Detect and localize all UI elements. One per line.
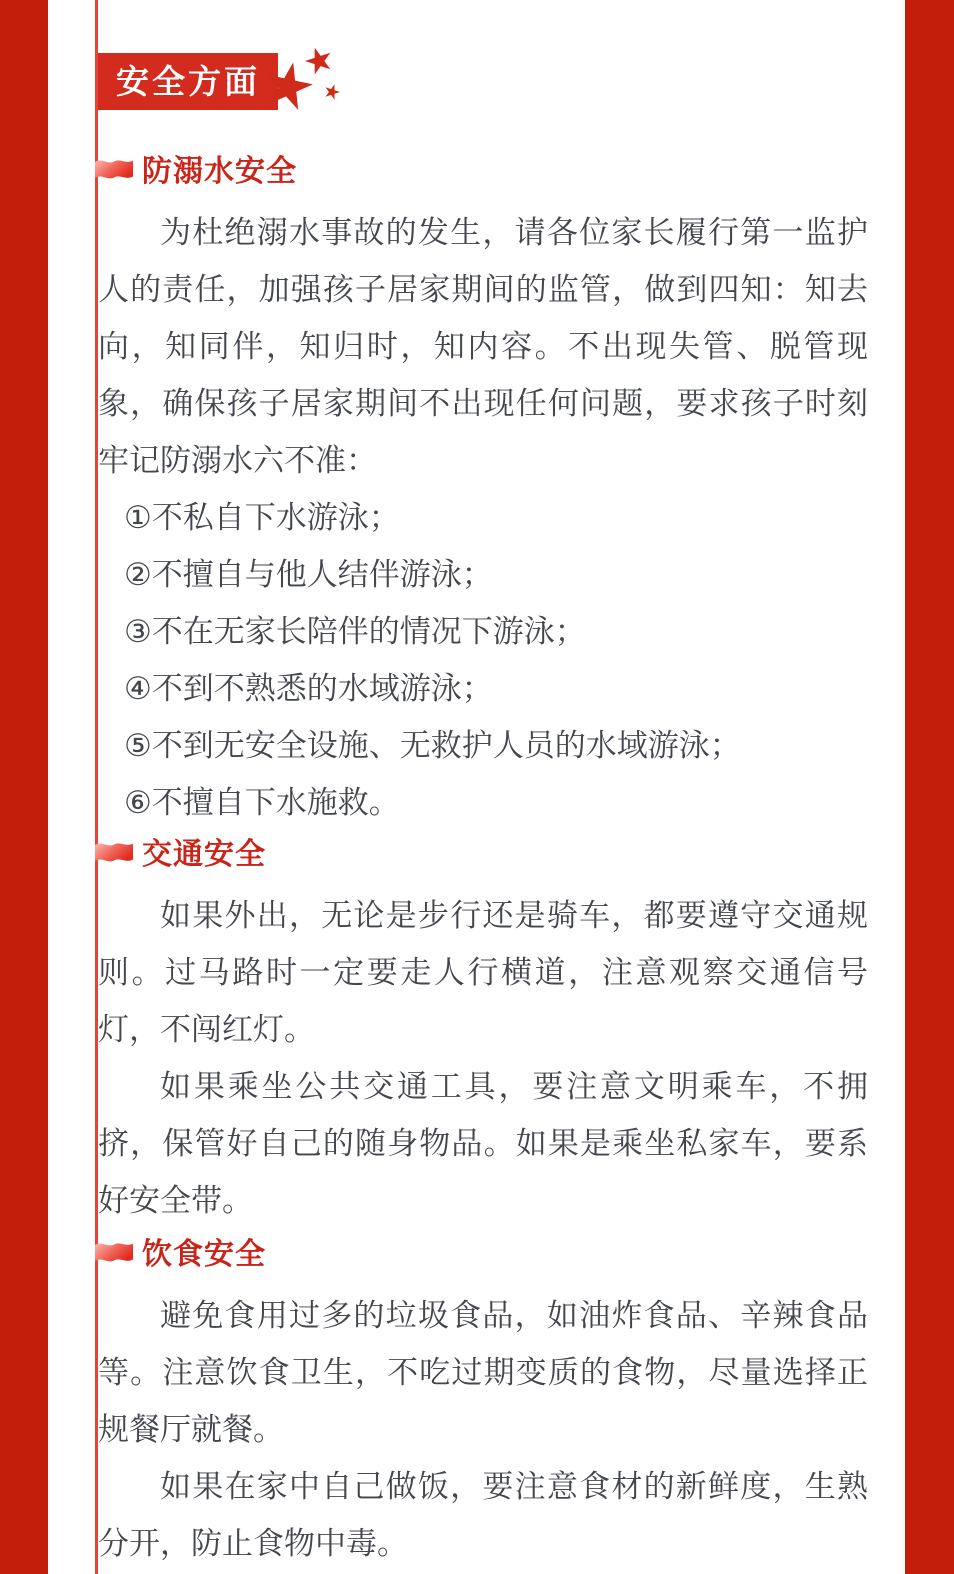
list-item: ⑥不擅自下水施救。 xyxy=(124,785,400,820)
paragraph: 避免食用过多的垃圾食品，如油炸食品、辛辣食品等。注意饮食卫生，不吃过期变质的食物，尽量选择正规餐厅就餐。 xyxy=(98,1298,868,1447)
list-item: ②不擅自与他人结伴游泳； xyxy=(124,557,493,592)
section-traffic-safety xyxy=(98,837,868,1229)
category-badge: 安全方面 xyxy=(98,53,278,110)
paragraph: 为杜绝溺水事故的发生，请各位家长履行第一监护人的责任，加强孩子居家期间的监管，做到四知：知去向，知同伴，知归时，知内容。不出现失管、脱管现象，确保孩子居家期间不出现任何问题，要求孩子时刻牢记防溺水六不准： xyxy=(98,215,868,478)
red-flag-icon xyxy=(95,1240,133,1270)
rules-list xyxy=(98,489,868,831)
content-area xyxy=(98,0,868,1572)
section-title-row xyxy=(95,1237,868,1273)
section-title: 交通安全 xyxy=(142,838,266,871)
section-drowning-safety xyxy=(98,154,868,831)
left-red-border xyxy=(0,0,48,1574)
paragraph: 如果外出，无论是步行还是骑车，都要遵守交通规则。过马路时一定要走人行横道，注意观察交通信号灯，不闯红灯。 xyxy=(98,898,868,1047)
section-title-row xyxy=(95,154,868,190)
red-flag-icon xyxy=(95,840,133,870)
section-title: 饮食安全 xyxy=(142,1238,266,1271)
section-title: 防溺水安全 xyxy=(142,155,297,188)
list-item: ③不在无家长陪伴的情况下游泳； xyxy=(124,614,586,649)
section-title-row xyxy=(95,837,868,873)
list-item: ⑤不到无安全设施、无救护人员的水域游泳； xyxy=(124,728,741,763)
list-item: ④不到不熟悉的水域游泳； xyxy=(124,671,493,706)
right-red-border xyxy=(905,0,954,1574)
category-header-row xyxy=(98,53,868,110)
red-flag-icon xyxy=(95,157,133,187)
section-food-safety xyxy=(98,1237,868,1572)
paragraph: 如果在家中自己做饭，要注意食材的新鲜度，生熟分开，防止食物中毒。 xyxy=(98,1469,868,1561)
list-item: ①不私自下水游泳； xyxy=(124,500,400,535)
paragraph: 如果乘坐公共交通工具，要注意文明乘车，不拥挤，保管好自己的随身物品。如果是乘坐私家车，要系好安全带。 xyxy=(98,1069,868,1218)
stars-decoration-icon xyxy=(258,40,342,114)
